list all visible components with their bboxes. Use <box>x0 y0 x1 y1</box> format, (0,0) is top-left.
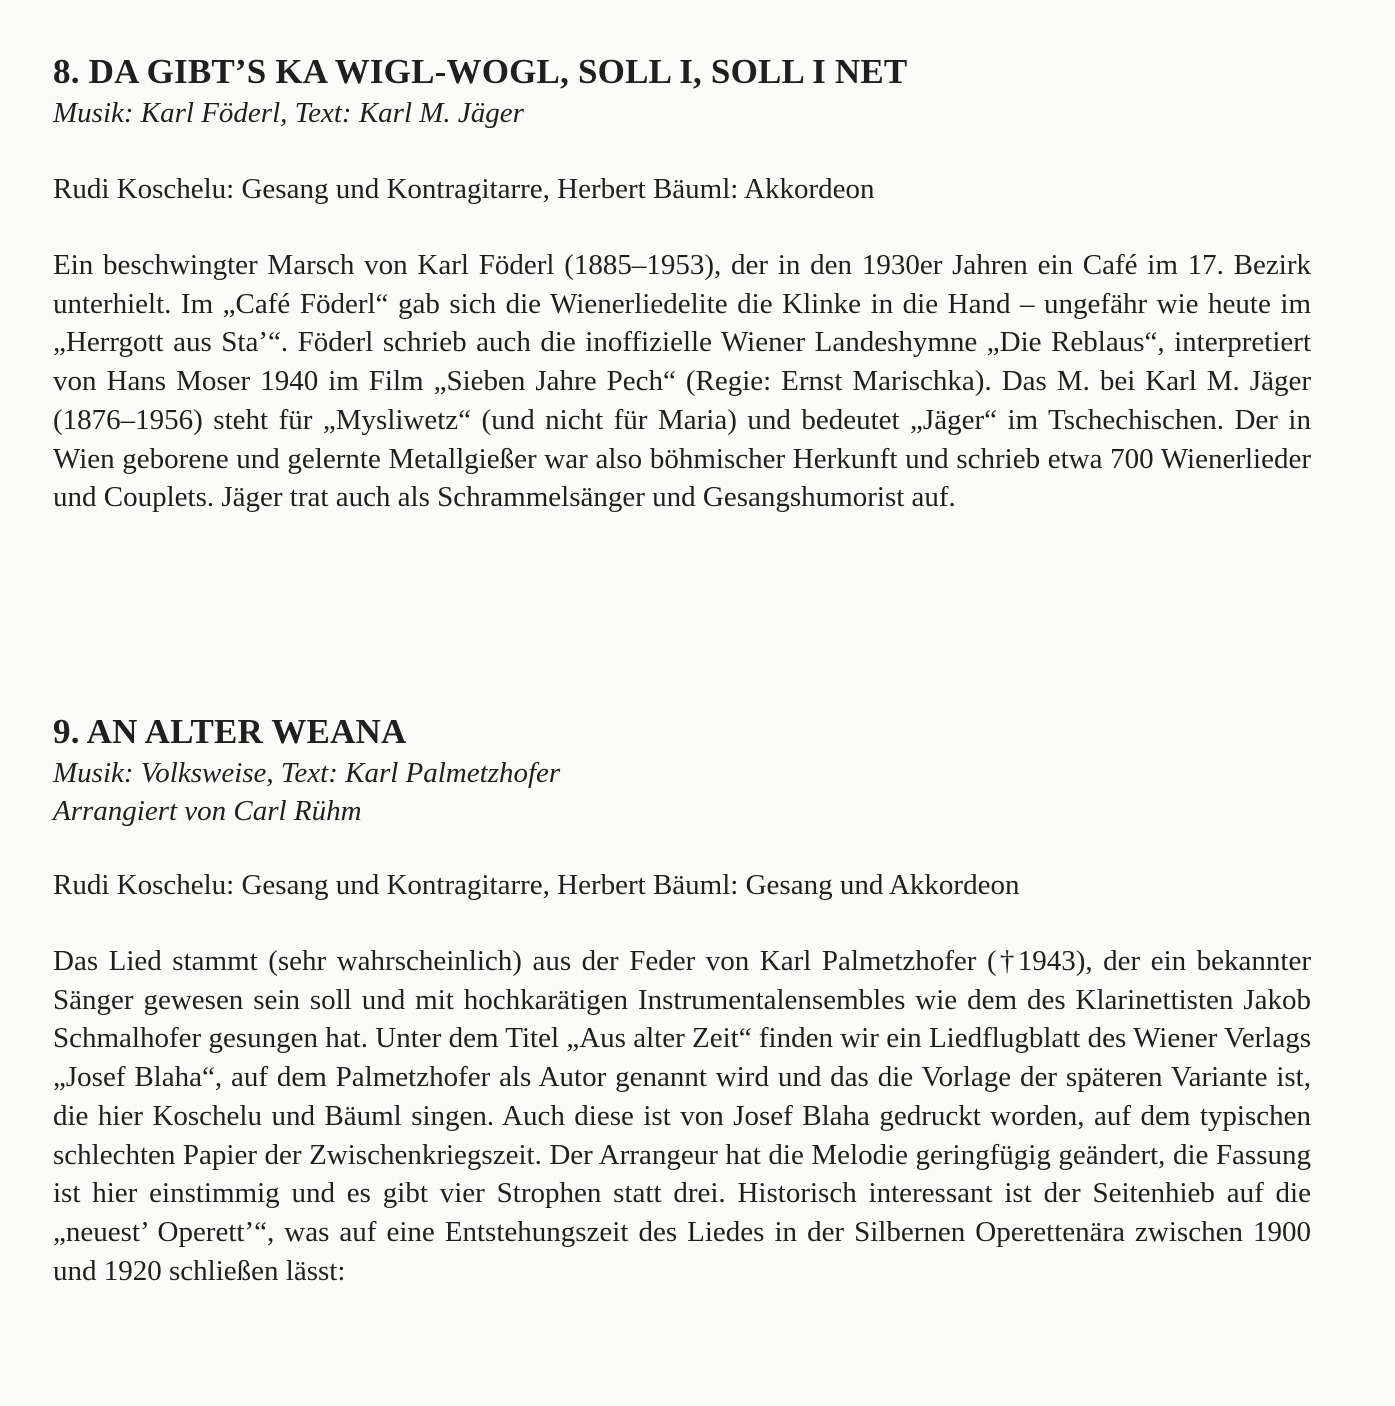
song-description: Das Lied stammt (sehr wahrscheinlich) aus der Feder von Karl Palmetzhofer (†1943), der ein bekannter Sänger gewesen sein soll und mit hochkarätigen Instrumentalensembles wie dem des Klarinettisten Jakob Schmalhofer gesungen hat. Unter dem Titel „Aus alter Zeit“ finden wir ein Liedflugblatt des Wiener Verlags „Josef Blaha“, auf dem Palmetzhofer als Autor genannt wird und das die Vorlage der späteren Variante ist, die hier Koschelu und Bäuml singen. Auch diese ist von Josef Blaha gedruckt worden, auf dem typischen schlechten Papier der Zwischenkriegszeit. Der Arrangeur hat die Melodie geringfügig geändert, die Fassung ist hier einstimmig und es gibt vier Strophen statt drei. Historisch interessant ist der Seitenhieb auf die „neuest’ Operett’“, was auf eine Entstehungszeit des Liedes in der Silbernen Operettenära zwischen 1900 und 1920 schließen lässt: <box>53 945 1311 1287</box>
song-credits: Musik: Volksweise, Text: Karl Palmetzhofer <box>53 757 561 789</box>
song-title: 8. DA GIBT’S KA WIGL-WOGL, SOLL I, SOLL I NET <box>53 52 908 91</box>
song-performers: Rudi Koschelu: Gesang und Kontragitarre, Herbert Bäuml: Gesang und Akkordeon <box>53 869 1020 901</box>
song-section-9 <box>53 710 1311 1290</box>
song-description: Ein beschwingter Marsch von Karl Föderl (1885–1953), der in den 1930er Jahren ein Café im 17. Bezirk unterhielt. Im „Café Föderl“ gab sich die Wienerliedelite die Klinke in die Hand – ungefähr wie heute im „Herrgott aus Sta’“. Föderl schrieb auch die inoffizielle Wiener Landeshymne „Die Reblaus“, interpretiert von Hans Moser 1940 im Film „Sieben Jahre Pech“ (Regie: Ernst Marischka). Das M. bei Karl M. Jäger (1876–1956) steht für „Mysliwetz“ (und nicht für Maria) und bedeutet „Jäger“ im Tschechischen. Der in Wien geborene und gelernte Metallgießer war also böhmischer Herkunft und schrieb etwa 700 Wienerlieder und Couplets. Jäger trat auch als Schrammelsänger und Gesangshumorist auf. <box>53 249 1311 514</box>
song-performers: Rudi Koschelu: Gesang und Kontragitarre, Herbert Bäuml: Akkordeon <box>53 173 875 205</box>
song-title: 9. AN ALTER WEANA <box>53 712 407 751</box>
song-arrangement: Arrangiert von Carl Rühm <box>53 795 362 827</box>
song-credits: Musik: Karl Föderl, Text: Karl M. Jäger <box>53 97 524 129</box>
song-section-8 <box>53 50 1311 517</box>
